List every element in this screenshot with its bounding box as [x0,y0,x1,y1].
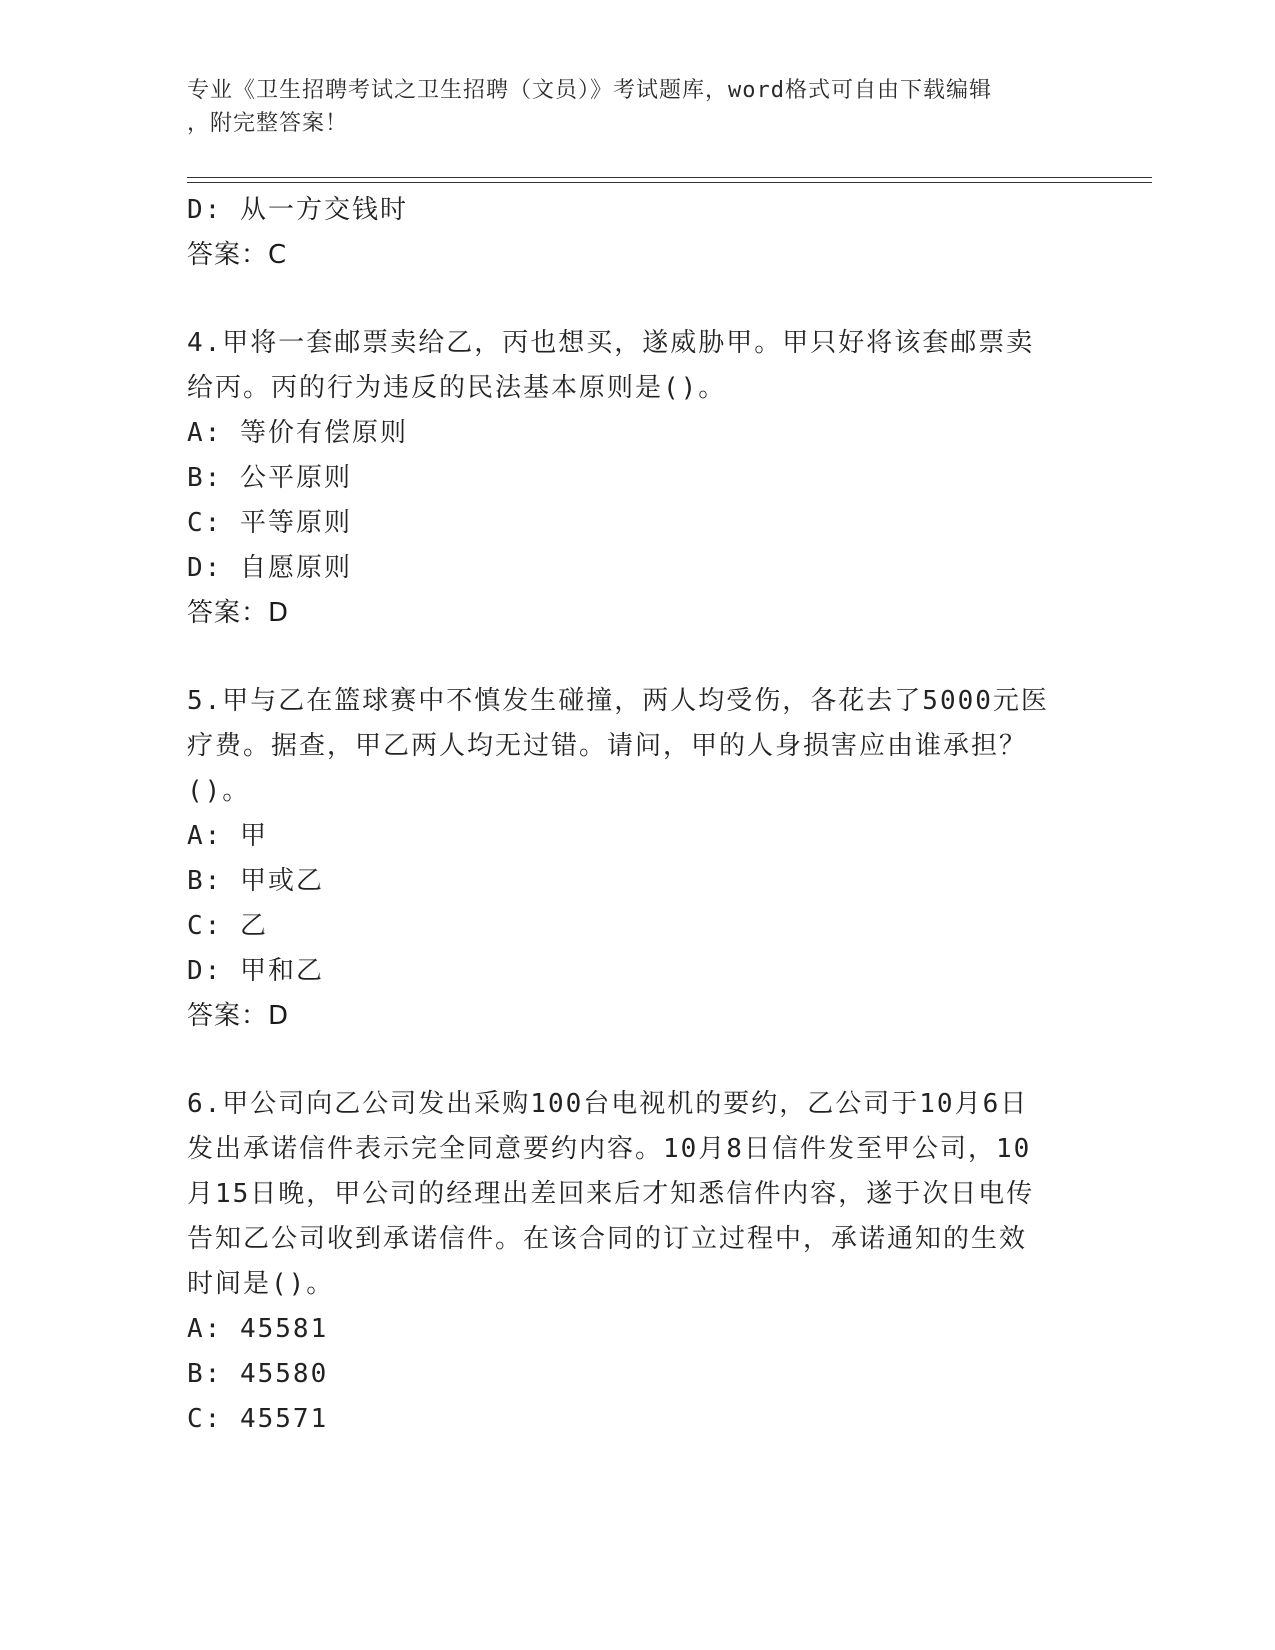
header-rule-bottom [187,182,1152,183]
document-body [187,188,1087,1442]
question-stem: 5.甲与乙在篮球赛中不慎发生碰撞，两人均受伤，各花去了5000元医 [187,686,1049,716]
option-b: B: 甲或乙 [187,866,324,896]
question-stem: 给丙。丙的行为违反的民法基本原则是()。 [187,373,727,403]
option-d: D: 甲和乙 [187,956,324,986]
option-c: C: 平等原则 [187,508,352,538]
header-line-1: 专业《卫生招聘考试之卫生招聘（文员）》考试题库，word格式可自由下载编辑 [187,78,992,103]
question-stem: 4.甲将一套邮票卖给乙，丙也想买，遂威胁甲。甲只好将该套邮票卖 [187,328,1035,358]
question-4 [187,321,1087,636]
question-6 [187,1082,1087,1442]
header-line-2: ，附完整答案！ [187,111,349,136]
option-a: A: 甲 [187,821,268,851]
question-stem: ()。 [187,776,251,806]
option-c: C: 乙 [187,911,268,941]
option-c: C: 45571 [187,1404,329,1434]
option-b: B: 公平原则 [187,463,352,493]
question-stem: 时间是()。 [187,1269,335,1299]
question-stem: 6.甲公司向乙公司发出采购100台电视机的要约，乙公司于10月6日 [187,1089,1029,1119]
document-header [187,74,1087,140]
option-a: A: 等价有偿原则 [187,418,408,448]
answer: 答案：C [187,240,288,270]
question-stem: 月15日晚，甲公司的经理出差回来后才知悉信件内容，遂于次日电传 [187,1179,1035,1209]
option-b: B: 45580 [187,1359,329,1389]
option-a: A: 45581 [187,1314,329,1344]
question-5 [187,679,1087,1039]
question-stem: 疗费。据查，甲乙两人均无过错。请问，甲的人身损害应由谁承担？ [187,731,1028,761]
question-3-tail [187,188,1087,278]
question-stem: 发出承诺信件表示完全同意要约内容。10月8日信件发至甲公司，10 [187,1134,1032,1164]
option-d: D: 自愿原则 [187,553,352,583]
answer: 答案：D [187,598,290,628]
question-stem: 告知乙公司收到承诺信件。在该合同的订立过程中，承诺通知的生效 [187,1224,1028,1254]
answer: 答案：D [187,1001,290,1031]
header-rule-top [187,177,1152,178]
option-d: D: 从一方交钱时 [187,195,408,225]
